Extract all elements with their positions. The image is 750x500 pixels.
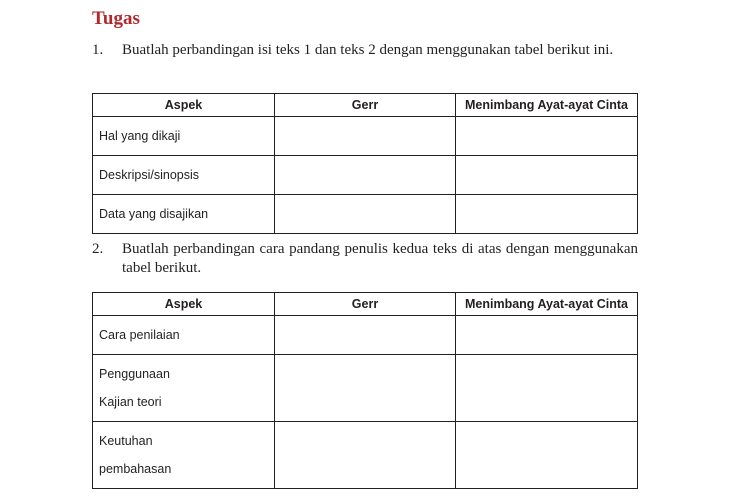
- empty-cell[interactable]: [456, 422, 638, 489]
- empty-cell[interactable]: [275, 195, 456, 234]
- row-label-line: Keutuhan: [99, 434, 153, 448]
- empty-cell[interactable]: [456, 316, 638, 355]
- table-row: [93, 355, 638, 422]
- row-label: [93, 316, 275, 355]
- header-gerr: Gerr: [275, 94, 456, 117]
- row-label: Data yang disajikan: [93, 195, 275, 234]
- empty-cell[interactable]: [456, 355, 638, 422]
- table-header-row: [93, 94, 638, 117]
- header-gerr: Gerr: [275, 293, 456, 316]
- task-1-number: 1.: [92, 42, 104, 58]
- comparison-table-2: [92, 292, 638, 489]
- table-row: [93, 422, 638, 489]
- table-header-row: [93, 293, 638, 316]
- empty-cell[interactable]: [275, 355, 456, 422]
- row-label: [93, 422, 275, 489]
- row-label: Deskripsi/sinopsis: [93, 156, 275, 195]
- task-2: [92, 240, 638, 278]
- task-1: [92, 41, 638, 60]
- empty-cell[interactable]: [456, 156, 638, 195]
- comparison-table-1: [92, 93, 638, 234]
- task-2-instruction: Buatlah perbandingan cara pandang penulis kedua teks di atas dengan menggunakan tabel berikut.: [122, 241, 638, 276]
- task-1-instruction: Buatlah perbandingan isi teks 1 dan teks 2 dengan menggunakan tabel berikut ini.: [122, 42, 614, 58]
- empty-cell[interactable]: [456, 195, 638, 234]
- table-row: [93, 117, 638, 156]
- header-aspek: Aspek: [93, 293, 275, 316]
- empty-cell[interactable]: [275, 117, 456, 156]
- table-row: [93, 156, 638, 195]
- empty-cell[interactable]: [456, 117, 638, 156]
- row-label: Hal yang dikaji: [93, 117, 275, 156]
- header-menimbang: Menimbang Ayat-ayat Cinta: [456, 94, 638, 117]
- empty-cell[interactable]: [275, 156, 456, 195]
- row-label-line: Penggunaan: [99, 367, 170, 381]
- row-label-line: pembahasan: [99, 462, 172, 476]
- empty-cell[interactable]: [275, 316, 456, 355]
- page-heading: Tugas: [92, 8, 140, 29]
- table-row: [93, 316, 638, 355]
- header-menimbang: Menimbang Ayat-ayat Cinta: [456, 293, 638, 316]
- table-row: [93, 195, 638, 234]
- task-2-number: 2.: [92, 241, 104, 257]
- row-label: [93, 355, 275, 422]
- row-label-line: Kajian teori: [99, 395, 162, 409]
- header-aspek: Aspek: [93, 94, 275, 117]
- row-label-line: Cara penilaian: [99, 328, 180, 342]
- empty-cell[interactable]: [275, 422, 456, 489]
